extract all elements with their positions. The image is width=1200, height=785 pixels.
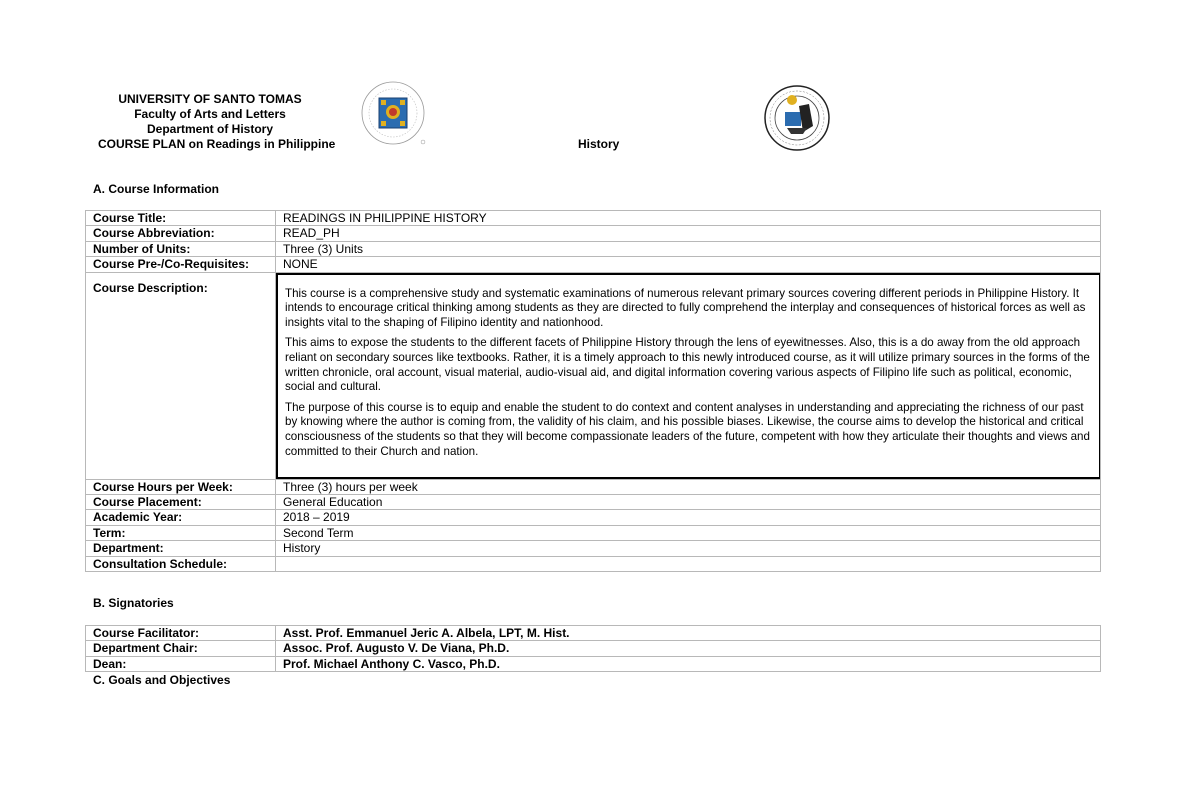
table-row [86,541,1101,556]
table-row [86,226,1101,241]
row-value: NONE [276,257,1101,272]
row-value: Prof. Michael Anthony C. Vasco, Ph.D. [276,656,1101,671]
row-value: READINGS IN PHILIPPINE HISTORY [276,211,1101,226]
row-value: 2018 – 2019 [276,510,1101,525]
course-plan-title: COURSE PLAN on Readings in Philippine [98,137,336,151]
description-paragraph: This aims to expose the students to the different facets of Philippine History through the lens of eyewitnesses. Also, this is a do away from the old approach reliant on secondary sources like textbooks. Rather, it is a timely approach to this newly introduced course, as it will utilize primary sources in the forms of the written chronicle, oral account, visual material, audio-visual aid, and digital information covering various aspects of Filipino life such as political, economic, social and cultural. [285,336,1090,394]
course-description-box [276,273,1101,479]
row-label: Number of Units: [86,241,276,256]
course-plan-title-tail: History [578,137,620,151]
department-name: Department of History [146,121,274,136]
table-row [86,211,1101,226]
section-b-heading: B. Signatories [93,596,174,610]
course-description-label: Course Description: [86,272,276,479]
section-a-heading: A. Course Information [93,182,220,196]
table-row [86,257,1101,272]
description-paragraph: The purpose of this course is to equip and enable the student to do context and content analyses in understanding and appreciating the richness of our past by knowing where the author is coming from, the validity of his claim, and his possible biases. Likewise, the course aims to develop the historical and critical consciousness of the students so that they will become compassionate leaders of the future, competent with how they articulate their thoughts and views and committed to their Church and nation. [285,400,1090,458]
table-row [86,641,1101,656]
row-value: Second Term [276,525,1101,540]
row-value: Assoc. Prof. Augusto V. De Viana, Ph.D. [276,641,1101,656]
university-name: UNIVERSITY OF SANTO TOMAS [118,92,302,106]
table-row [86,495,1101,510]
faculty-name: Faculty of Arts and Letters [134,106,286,121]
row-label: Academic Year: [86,510,276,525]
table-row-description [86,272,1101,479]
row-value: History [276,541,1101,556]
row-label: Department: [86,541,276,556]
row-value: Asst. Prof. Emmanuel Jeric A. Albela, LPT, M. Hist. [276,626,1101,641]
row-value: Three (3) Units [276,241,1101,256]
history-department-seal-icon [763,84,831,152]
table-row [86,525,1101,540]
course-description-cell [276,272,1101,479]
ust-seal-icon [360,80,426,146]
document-header [60,92,360,136]
course-information-table [85,210,1101,572]
table-row [86,626,1101,641]
description-paragraph: This course is a comprehensive study and systematic examinations of numerous relevant primary sources covering different periods in Philippine History. It intends to encourage critical thinking among students as they are directed to fully comprehend the interplay and consequences of historical forces as well as insights vital to the shaping of Filipino identity and nationhood. [285,286,1086,329]
row-label: Course Abbreviation: [86,226,276,241]
row-label: Course Pre-/Co-Requisites: [86,257,276,272]
row-label: Department Chair: [86,641,276,656]
row-label: Course Hours per Week: [86,479,276,494]
table-row [86,556,1101,571]
table-row [86,479,1101,494]
row-value: General Education [276,495,1101,510]
row-value: READ_PH [276,226,1101,241]
signatories-table [85,625,1101,672]
row-label: Dean: [86,656,276,671]
row-value [276,556,1101,571]
row-label: Course Title: [86,211,276,226]
section-c-heading: C. Goals and Objectives [93,673,231,687]
table-row [86,510,1101,525]
row-label: Term: [86,525,276,540]
row-label: Consultation Schedule: [86,556,276,571]
row-label: Course Facilitator: [86,626,276,641]
row-label: Course Placement: [86,495,276,510]
table-row [86,656,1101,671]
row-value: Three (3) hours per week [276,479,1101,494]
table-row [86,241,1101,256]
